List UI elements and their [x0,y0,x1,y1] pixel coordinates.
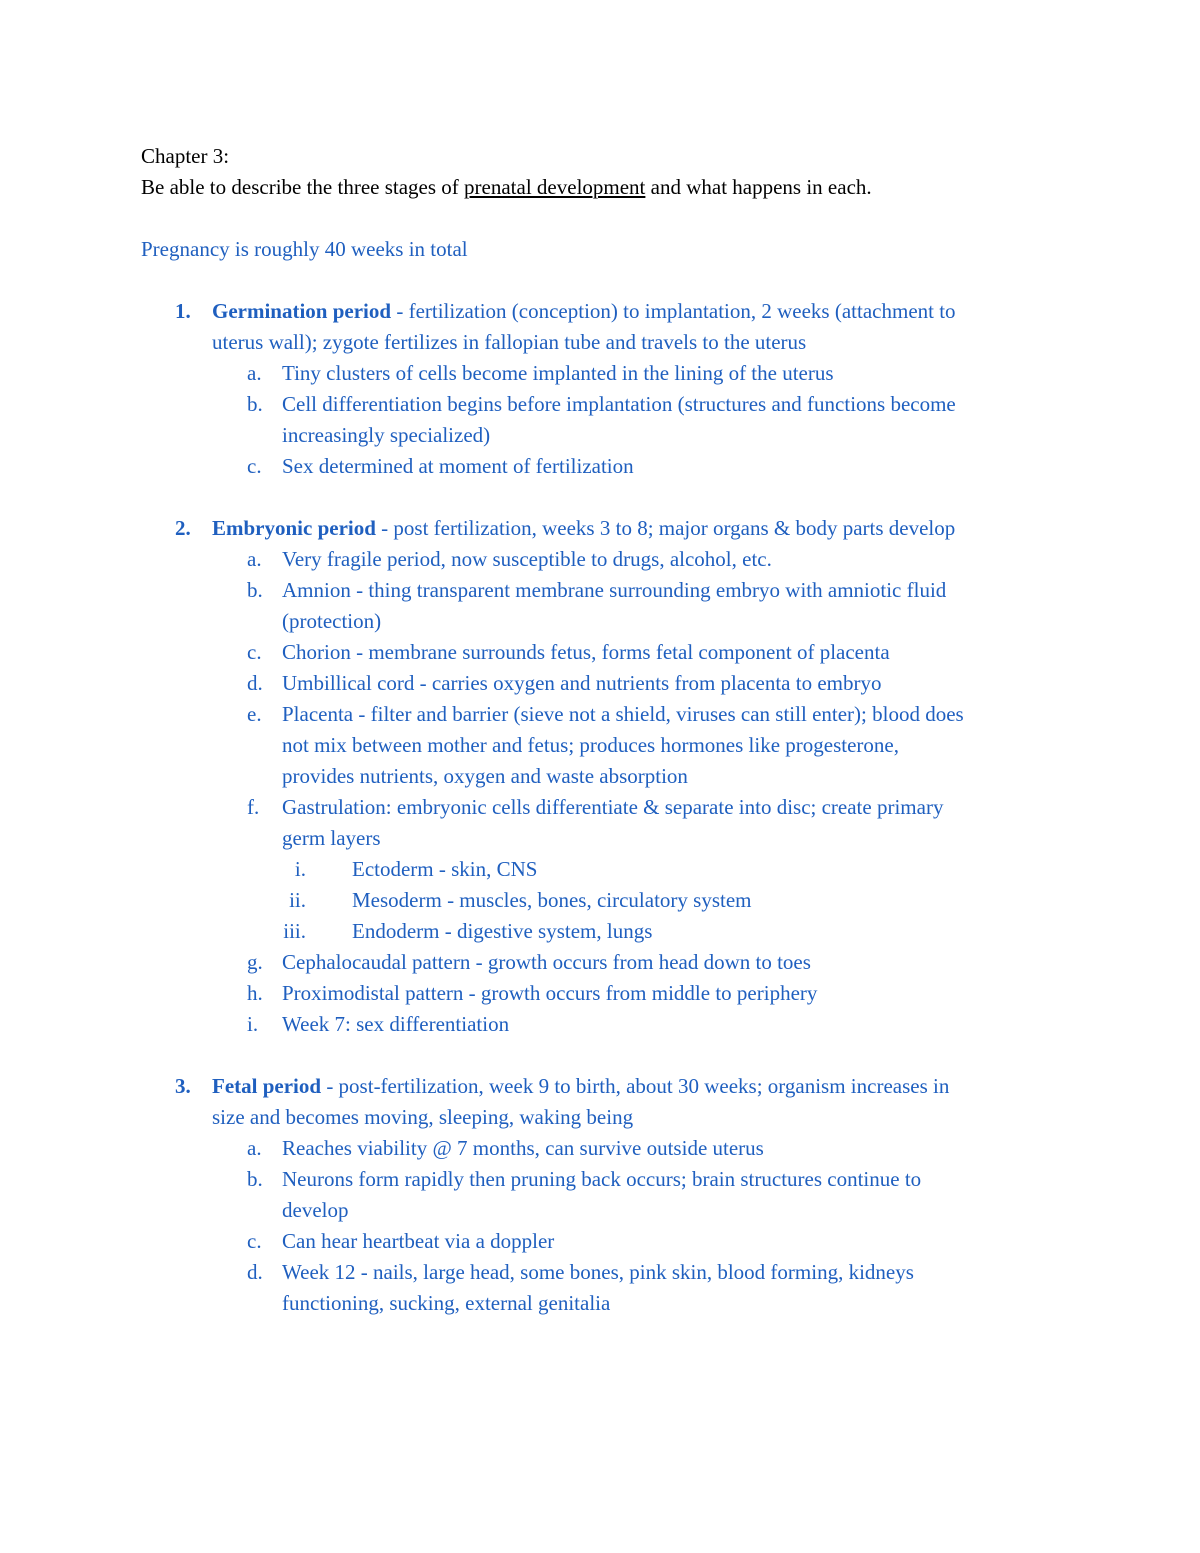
list-item [212,1133,1061,1164]
list-item-text-cont: not mix between mother and fetus; produces hormones like progesterone, [282,733,899,757]
study-prompt [141,172,1061,203]
list-marker: c. [247,454,262,478]
list-item-text: Chorion - membrane surrounds fetus, forms fetal component of placenta [282,640,890,664]
list-item-text-cont: germ layers [282,826,381,850]
stage-number: 3. [175,1074,191,1098]
list-marker: d. [247,671,263,695]
stage-fetal [141,1071,1061,1319]
nested-list-item [141,916,1061,947]
list-item-text: Can hear heartbeat via a doppler [282,1229,555,1253]
list-item-text: Gastrulation: embryonic cells differentiate & separate into disc; create primary [282,795,944,819]
nested-list-item-text: Endoderm - digestive system, lungs [352,919,653,943]
list-item [212,978,1061,1009]
list-marker: g. [247,950,263,974]
list-item [212,792,1061,854]
list-item [212,1257,1061,1319]
list-item-text: Proximodistal pattern - growth occurs from middle to periphery [282,981,818,1005]
list-item-text: Cephalocaudal pattern - growth occurs from head down to toes [282,950,811,974]
nested-list-item [141,885,1061,916]
list-item [212,544,1061,575]
nested-list-item-text: Mesoderm - muscles, bones, circulatory system [352,888,752,912]
stage-title: Germination period [212,299,392,323]
nested-list-item [141,854,1061,885]
list-item-text: Umbillical cord - carries oxygen and nutrients from placenta to embryo [282,671,882,695]
document-page [141,141,1061,1319]
list-item-text: Very fragile period, now susceptible to drugs, alcohol, etc. [282,547,772,571]
stage-number: 2. [175,516,191,540]
prompt-text-before: Be able to describe the three stages of [141,175,465,199]
list-item [212,637,1061,668]
list-marker: a. [247,547,262,571]
list-marker: a. [247,361,262,385]
list-item-text-cont: (protection) [282,609,382,633]
list-marker: b. [247,1167,263,1191]
list-marker: c. [247,640,262,664]
list-item-text: Placenta - filter and barrier (sieve not a shield, viruses can still enter); blood does [282,702,964,726]
list-item-text-cont: increasingly specialized) [282,423,491,447]
stage-title: Embryonic period [212,516,376,540]
list-marker: b. [247,392,263,416]
stage-title: Fetal period [212,1074,322,1098]
list-item [212,947,1061,978]
nested-list-marker: iii. [283,919,306,943]
stage-germination [141,296,1061,482]
list-item [212,1164,1061,1226]
list-item [212,358,1061,389]
list-item-text: Sex determined at moment of fertilization [282,454,634,478]
nested-list-marker: i. [294,857,306,881]
prompt-text-after: and what happens in each. [645,175,872,199]
list-item-text: Week 12 - nails, large head, some bones, pink skin, blood forming, kidneys [282,1260,914,1284]
list-item [212,451,1061,482]
list-marker: i. [247,1012,259,1036]
list-item-text: Neurons form rapidly then pruning back occurs; brain structures continue to [282,1167,922,1191]
list-marker: f. [247,795,260,819]
list-item [212,1226,1061,1257]
list-item-text: Reaches viability @ 7 months, can survive outside uterus [282,1136,764,1160]
list-item-text: Week 7: sex differentiation [282,1012,510,1036]
list-item-text-cont: functioning, sucking, external genitalia [282,1291,611,1315]
list-item [212,389,1061,451]
nested-list-marker: ii. [289,888,306,912]
stage-number: 1. [175,299,191,323]
chapter-heading: Chapter 3: [141,144,230,168]
list-marker: a. [247,1136,262,1160]
list-item-text-cont: provides nutrients, oxygen and waste absorption [282,764,688,788]
list-item [212,1009,1061,1040]
stage-description-cont: uterus wall); zygote fertilizes in fallopian tube and travels to the uterus [212,330,807,354]
list-item-text: Cell differentiation begins before implantation (structures and functions become [282,392,956,416]
stage-embryonic [141,513,1061,1040]
list-marker: h. [247,981,263,1005]
stage-description: - post-fertilization, week 9 to birth, about 30 weeks; organism increases in [321,1074,950,1098]
list-item-text: Amnion - thing transparent membrane surrounding embryo with amniotic fluid [282,578,947,602]
prompt-underlined-term: prenatal development [464,175,646,199]
stage-description: - fertilization (conception) to implantation, 2 weeks (attachment to [391,299,956,323]
list-marker: e. [247,702,262,726]
intro-note: Pregnancy is roughly 40 weeks in total [141,237,468,261]
list-marker: d. [247,1260,263,1284]
list-marker: b. [247,578,263,602]
nested-list-item-text: Ectoderm - skin, CNS [352,857,538,881]
list-item [212,699,1061,792]
list-item [212,668,1061,699]
stage-description-cont: size and becomes moving, sleeping, waking being [212,1105,634,1129]
list-item-text-cont: develop [282,1198,349,1222]
stage-description: - post fertilization, weeks 3 to 8; major organs & body parts develop [375,516,956,540]
list-marker: c. [247,1229,262,1253]
list-item-text: Tiny clusters of cells become implanted in the lining of the uterus [282,361,834,385]
list-item [212,575,1061,637]
